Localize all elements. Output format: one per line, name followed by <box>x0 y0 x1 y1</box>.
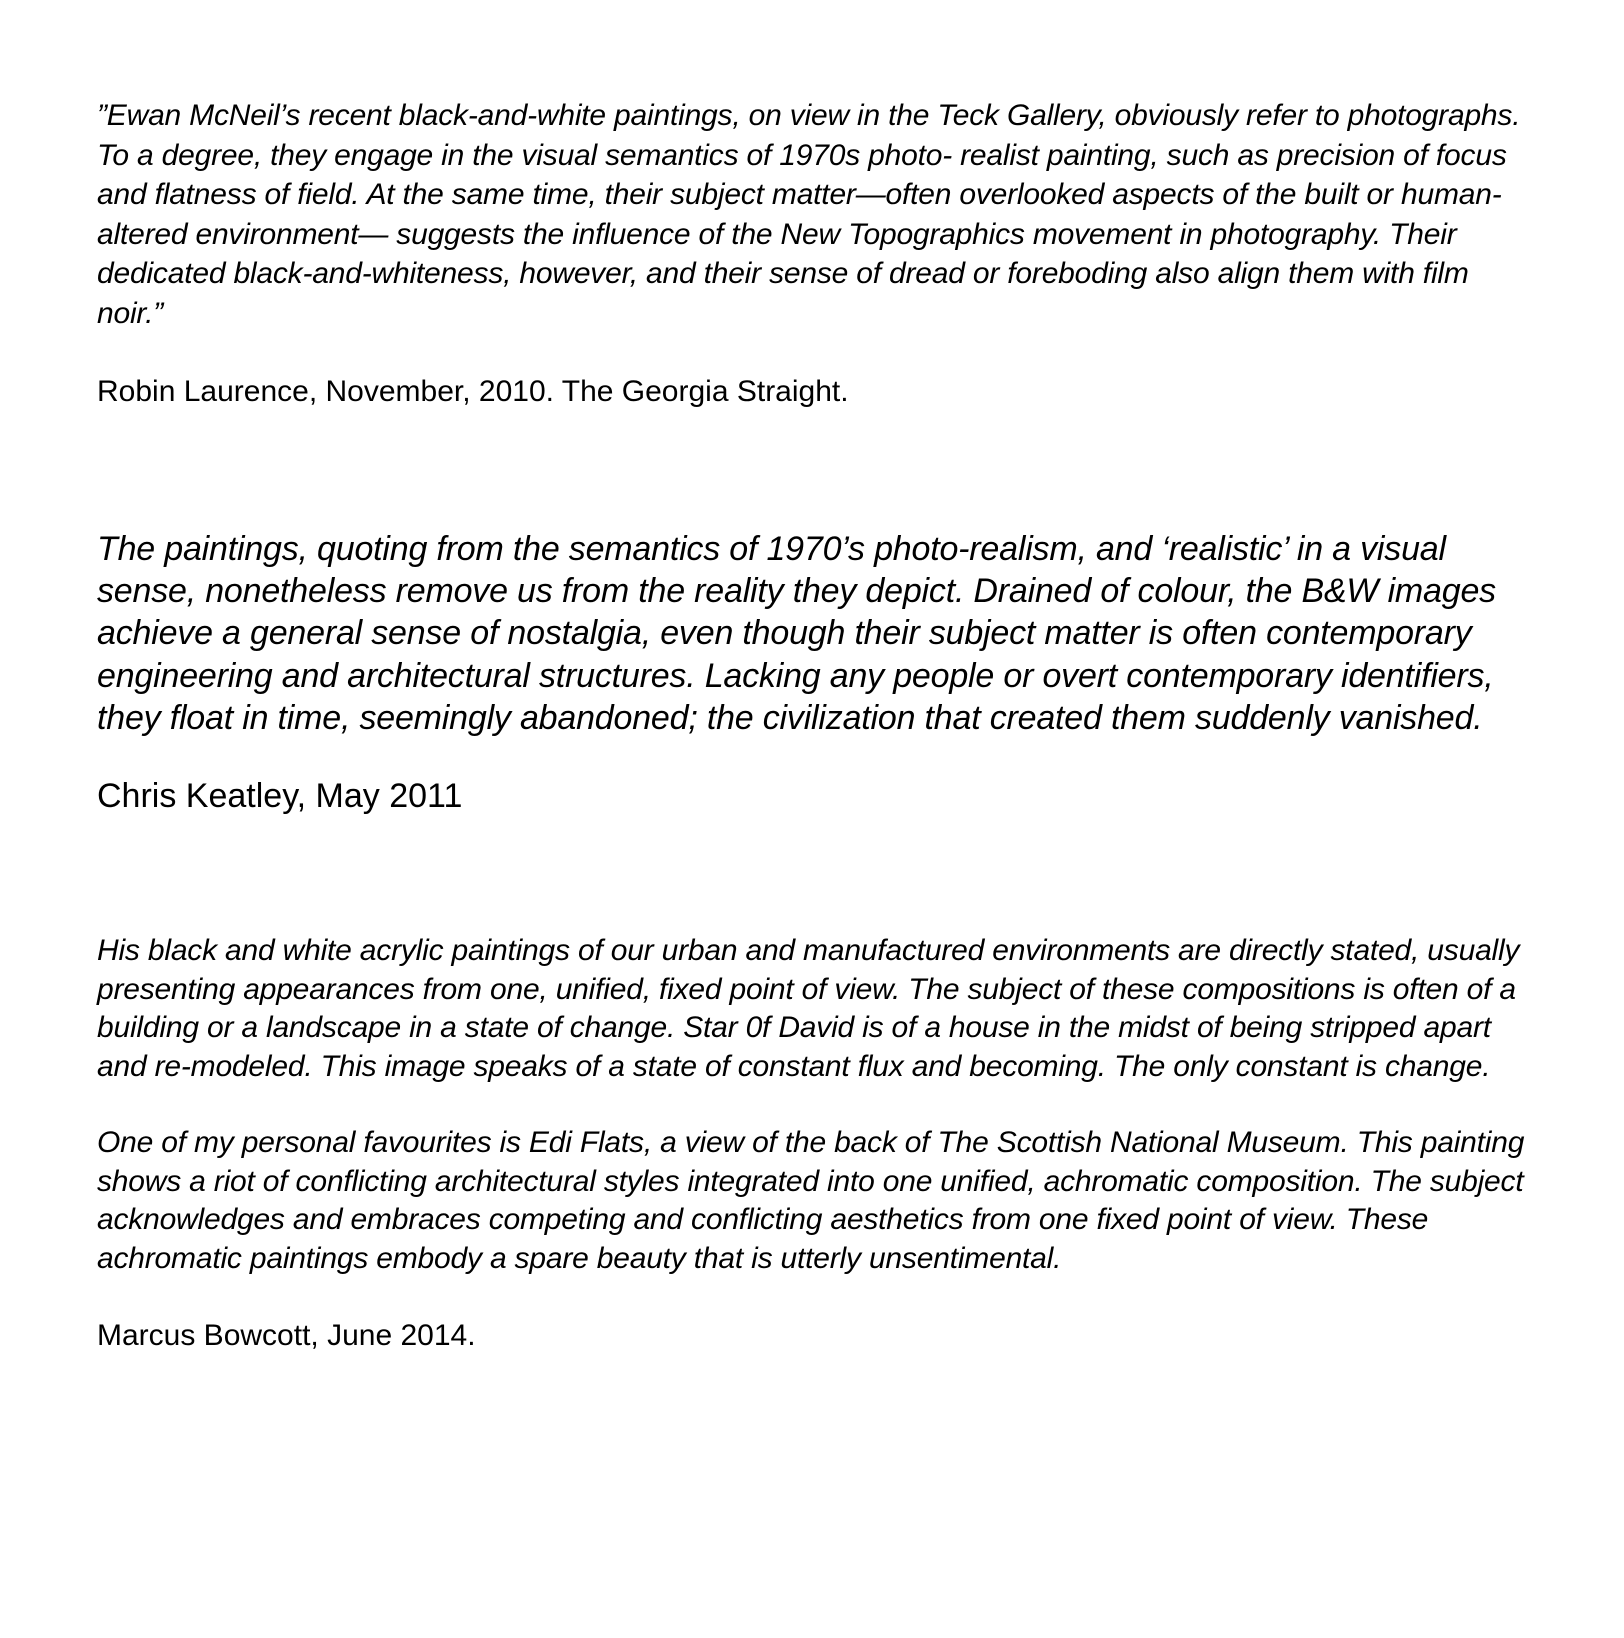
review-quote-marcus-bowcott-2: One of my personal favourites is Edi Flats, a view of the back of The Scottish National Museum. This painting shows a riot of conflicting architectural styles integrated into one unified, achromatic composition. The subject acknowledges and embraces competing and conflicting aesthetics from one fixed point of view. These achromatic paintings embody a spare beauty that is utterly unsentimental. <box>97 1126 1525 1275</box>
review-attribution-marcus-bowcott: Marcus Bowcott, June 2014. <box>97 1319 476 1353</box>
document-page <box>97 96 1537 1355</box>
review-attribution-chris-keatley: Chris Keatley, May 2011 <box>97 777 463 816</box>
review-attribution-robin-laurence: Robin Laurence, November, 2010. The Georgia Straight. <box>97 375 849 408</box>
review-quote-robin-laurence: ”Ewan McNeil’s recent black-and-white paintings, on view in the Teck Gallery, obviously refer to photographs. To a degree, they engage in the visual semantics of 1970s photo- realist painting, such as precision of focus and flatness of field. At the same time, their subject matter—often overlooked aspects of the built or human-altered environment— suggests the influence of the New Topographics movement in photography. Their dedicated black-and-whiteness, however, and their sense of dread or foreboding also align them with film noir.” <box>97 99 1521 330</box>
review-quote-marcus-bowcott-1: His black and white acrylic paintings of our urban and manufactured environments are directly stated, usually presenting appearances from one, unified, fixed point of view. The subject of these compositions is often of a building or a landscape in a state of change. Star 0f David is of a house in the midst of being stripped apart and re-modeled. This image speaks of a state of constant flux and becoming. The only constant is change. <box>97 934 1520 1083</box>
review-quote-chris-keatley: The paintings, quoting from the semantics of 1970’s photo-realism, and ‘realistic’ in a visual sense, nonetheless remove us from the reality they depict. Drained of colour, the B&W images achieve a general sense of nostalgia, even though their subject matter is often contemporary engineering and architectural structures. Lacking any people or overt contemporary identifiers, they float in time, seemingly abandoned; the civilization that created them suddenly vanished. <box>97 530 1496 737</box>
